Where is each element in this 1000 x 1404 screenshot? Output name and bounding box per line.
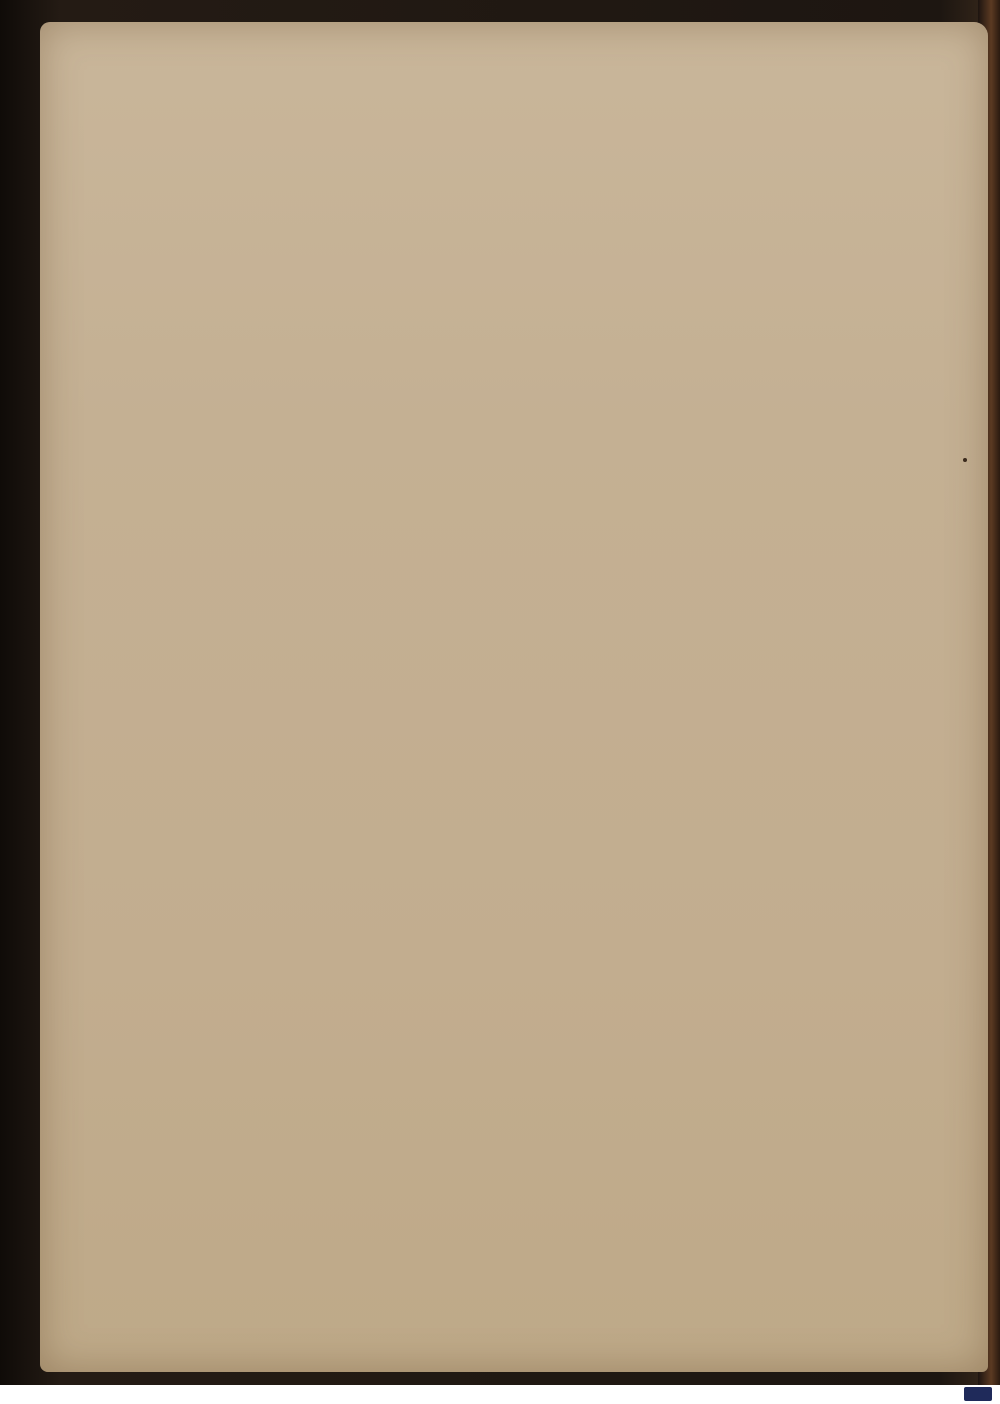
book-page bbox=[40, 22, 988, 1372]
footer-bar bbox=[0, 1385, 1000, 1404]
dfg-logo-icon bbox=[964, 1387, 992, 1401]
page-speck bbox=[963, 458, 967, 462]
running-head bbox=[286, 120, 806, 154]
